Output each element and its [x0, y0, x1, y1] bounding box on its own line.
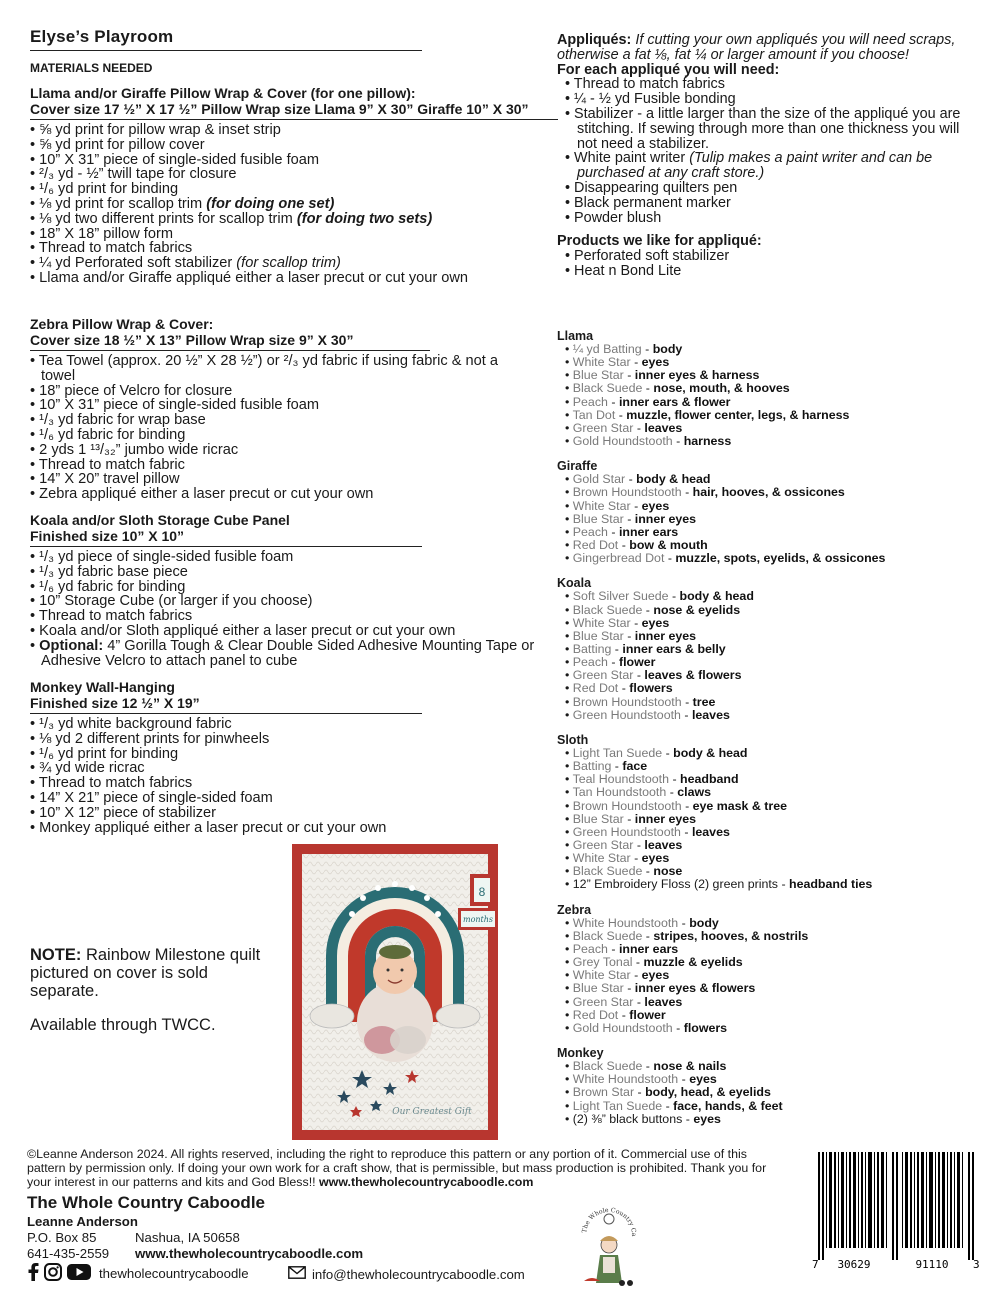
list-item: • Light Tan Suede - face, hands, & feet [565, 1100, 987, 1113]
animal-heading: Koala [557, 576, 592, 591]
list-item: • Blue Star - inner eyes & flowers [565, 982, 987, 995]
animal-fabric-lists [557, 329, 987, 1126]
fabric-list [557, 747, 987, 892]
item-note: (for doing one set) [206, 195, 335, 212]
contact-block [27, 1214, 447, 1262]
youtube-icon[interactable] [67, 1263, 91, 1286]
list-item: • 10” Storage Cube (or larger if you choose) [30, 594, 550, 609]
list-item: • ¹/₃ yd white background fabric [30, 717, 530, 732]
list-item: • Peach - inner ears [565, 526, 987, 539]
fabric-list [557, 590, 987, 722]
upc-barcode [812, 1150, 980, 1272]
llama-giraffe-section [30, 85, 558, 286]
list-item [30, 256, 558, 271]
list-item: • Brown Houndstooth - tree [565, 696, 987, 709]
section-heading: Monkey Wall-Hanging [30, 679, 175, 695]
list-item: • Red Dot - bow & mouth [565, 539, 987, 552]
section-rule [30, 713, 422, 714]
list-item: • Thread to match fabrics [30, 609, 550, 624]
section-sizes: Finished size 12 ½” X 19” [30, 695, 200, 711]
list-item: • Soft Silver Suede - body & head [565, 590, 987, 603]
list-item: • Tan Houndstooth - claws [565, 786, 987, 799]
list-item: • White Houndstooth - eyes [565, 1073, 987, 1086]
cloud-left [310, 1004, 354, 1028]
list-item: • ¼ - ½ yd Fusible bonding [565, 92, 977, 107]
list-item: • ²/₃ yd - ½” twill tape for closure [30, 167, 558, 182]
list-item: • Black Suede - nose, mouth, & hooves [565, 382, 987, 395]
list-item: • Batting - inner ears & belly [565, 643, 987, 656]
list-item: • 14” X 20” travel pillow [30, 472, 530, 487]
list-item: • Peach - inner ears & flower [565, 396, 987, 409]
list-item: • Perforated soft stabilizer [565, 249, 977, 264]
list-item: • Koala and/or Sloth appliqué either a laser precut or cut your own [30, 624, 550, 639]
list-item: • Powder blush [565, 211, 977, 226]
list-item [30, 197, 558, 212]
list-item: • Gold Star - body & head [565, 473, 987, 486]
animal-heading: Sloth [557, 732, 589, 747]
city: Nashua, IA 50658 [135, 1230, 240, 1245]
instagram-icon[interactable] [44, 1263, 62, 1286]
list-item: • Black Suede - stripes, hooves, & nostrils [565, 930, 987, 943]
section-heading: Zebra Pillow Wrap & Cover: [30, 316, 214, 332]
section-heading: Llama and/or Giraffe Pillow Wrap & Cover (for one pillow): [30, 85, 416, 101]
list-item: • Peach - inner ears [565, 943, 987, 956]
cloud-right [436, 1004, 480, 1028]
list-item: • Thread to match fabrics [30, 241, 558, 256]
list-item: • White Star - eyes [565, 852, 987, 865]
note-block [30, 946, 270, 1034]
list-item: • White Star - eyes [565, 500, 987, 513]
list-item: • Gingerbread Dot - muzzle, spots, eyelids, & ossicones [565, 552, 987, 565]
fabric-list [557, 1060, 987, 1126]
applique-intro-body: If cutting your own appliqués you will need scraps, otherwise a fat ⅛, fat ¼ or larger amount if you choose! [557, 32, 956, 63]
materials-list [30, 550, 550, 668]
products-heading: Products we like for appliqué: [557, 233, 762, 250]
fabric-list [557, 343, 987, 448]
section-sizes: Cover size 17 ½” X 17 ½” Pillow Wrap size Llama 9” X 30” Giraffe 10” X 30” [30, 101, 529, 117]
zebra-section [30, 316, 530, 502]
company-name: The Whole Country Caboodle [27, 1193, 265, 1212]
list-item: • Red Dot - flowers [565, 682, 987, 695]
list-item: • ¹/₆ yd fabric for binding [30, 580, 550, 595]
barcode-digit: 3 [973, 1258, 980, 1271]
list-item: • 12” Embroidery Floss (2) green prints - headband ties [565, 878, 987, 891]
item-text: ⅛ yd two different prints for scallop trim [39, 210, 293, 227]
section-rule [30, 350, 430, 351]
item-note: (Tulip makes a paint writer and can be purchased at any craft store.) [577, 150, 933, 182]
note-body: Rainbow Milestone quilt pictured on cover is sold separate. [30, 946, 261, 1000]
section-rule [30, 119, 558, 120]
item-text: ⅛ yd print for scallop trim [39, 195, 203, 212]
baby-headband [379, 945, 411, 959]
list-item: • Brown Houndstooth - hair, hooves, & ossicones [565, 486, 987, 499]
list-item: • White Star - eyes [565, 356, 987, 369]
list-item: • 18” X 18” pillow form [30, 227, 558, 242]
copyright-text: ©Leanne Anderson 2024. All rights reserved, including the right to reproduce this pattern or any portion of it. Commercial use of this pattern by permission only. If doing your own work for a craft show, that is permissible, but mass production is prohibited. Thank you for your interest in our patterns and kits and God Bless!! [27, 1147, 767, 1190]
list-item: • 18” piece of Velcro for closure [30, 384, 530, 399]
list-item: • Black Suede - nose & nails [565, 1060, 987, 1073]
item-note: (for scallop trim) [236, 255, 341, 272]
list-item: • Red Dot - flower [565, 1009, 987, 1022]
animal-block-giraffe [557, 459, 987, 565]
phone: 641-435-2559 [27, 1246, 110, 1261]
fabric-list [557, 917, 987, 1035]
list-item: • Batting - face [565, 760, 987, 773]
list-item: • Green Houndstooth - leaves [565, 826, 987, 839]
phone-row [27, 1246, 447, 1262]
note-text [30, 946, 270, 1000]
koala-sloth-section [30, 512, 550, 668]
milestone-word: months [462, 915, 494, 924]
list-item: • Light Tan Suede - body & head [565, 747, 987, 760]
list-item: • Blue Star - inner eyes & harness [565, 369, 987, 382]
list-item: • Green Houndstooth - leaves [565, 709, 987, 722]
list-item: • Black Suede - nose & eyelids [565, 604, 987, 617]
list-item: • White Star - eyes [565, 969, 987, 982]
list-item: • Black permanent marker [565, 196, 977, 211]
note-available: Available through TWCC. [30, 1016, 216, 1034]
section-sizes: Finished size 10” X 10” [30, 528, 185, 544]
po-box: P.O. Box 85 [27, 1230, 97, 1245]
copyright-website[interactable]: www.thewholecountrycaboodle.com [319, 1175, 534, 1190]
milestone-number: 8 [478, 885, 486, 899]
animal-heading: Monkey [557, 1046, 604, 1061]
email-address[interactable]: info@thewholecountrycaboodle.com [312, 1267, 525, 1282]
materials-list [30, 354, 530, 502]
list-item: • Peach - flower [565, 656, 987, 669]
barcode-digit: 7 [812, 1258, 819, 1271]
list-item: • Tan Dot - muzzle, flower center, legs, & harness [565, 409, 987, 422]
applique-intro-text [557, 33, 977, 63]
section-heading: Koala and/or Sloth Storage Cube Panel [30, 512, 290, 528]
list-item: • Blue Star - inner eyes [565, 813, 987, 826]
list-item: • 14” X 21” piece of single-sided foam [30, 791, 530, 806]
list-item: • Heat n Bond Lite [565, 264, 977, 279]
list-item [565, 151, 977, 181]
list-item: • ¼ yd Batting - body [565, 343, 987, 356]
list-item: • White Houndstooth - body [565, 917, 987, 930]
list-item: • 10” X 31” piece of single-sided fusible foam [30, 398, 530, 413]
animal-block-zebra [557, 903, 987, 1035]
list-item: • Brown Star - body, head, & eyelids [565, 1086, 987, 1099]
barcode-digit: 30629 [837, 1258, 871, 1271]
list-item: • ¹/₆ yd print for binding [30, 747, 530, 762]
section-sizes: Cover size 18 ½” X 13” Pillow Wrap size 9” X 30” [30, 332, 354, 348]
list-item: • ¾ yd wide ricrac [30, 761, 530, 776]
website-link[interactable]: www.thewholecountrycaboodle.com [135, 1246, 364, 1261]
list-item: • 10” X 31” piece of single-sided fusible foam [30, 153, 558, 168]
quilt-illustration [292, 844, 498, 1140]
list-item: • Thread to match fabrics [30, 776, 530, 791]
materials-list [30, 123, 558, 286]
animal-block-llama [557, 329, 987, 448]
products-list [557, 249, 977, 279]
animal-block-monkey [557, 1046, 987, 1126]
materials-heading: MATERIALS NEEDED [30, 61, 153, 75]
section-rule [30, 546, 422, 547]
email-row [288, 1266, 525, 1284]
list-item: • Monkey appliqué either a laser precut or cut your own [30, 821, 530, 836]
social-handle[interactable]: thewholecountrycaboodle [99, 1266, 249, 1281]
caboodle-logo [578, 1201, 640, 1289]
each-list [557, 77, 977, 225]
social-row [27, 1264, 249, 1284]
list-item: • Gold Houndstooth - harness [565, 435, 987, 448]
list-item [30, 639, 550, 669]
list-item: • ¹/₃ yd piece of single-sided fusible foam [30, 550, 550, 565]
applique-label: Appliqués: [557, 32, 632, 48]
item-text: ¼ yd Perforated soft stabilizer [39, 255, 233, 272]
envelope-icon [288, 1266, 306, 1284]
list-item: • Thread to match fabrics [565, 77, 977, 92]
list-item: • Green Star - leaves [565, 422, 987, 435]
quilt-caption: Our Greatest Gift [392, 1107, 472, 1117]
list-item: • ⅛ yd 2 different prints for pinwheels [30, 732, 530, 747]
address-row [27, 1230, 447, 1246]
title-rule [30, 50, 422, 51]
list-item: • Disappearing quilters pen [565, 181, 977, 196]
animal-block-sloth [557, 733, 987, 892]
materials-list [30, 717, 530, 835]
list-item: • Teal Houndstooth - headband [565, 773, 987, 786]
list-item: • Blue Star - inner eyes [565, 513, 987, 526]
list-item: • ⅝ yd print for pillow wrap & inset strip [30, 123, 558, 138]
animal-heading: Zebra [557, 902, 592, 917]
list-item: • ¹/₆ yd fabric for binding [30, 428, 530, 443]
barcode-digit: 91110 [915, 1258, 949, 1271]
page-title: Elyse’s Playroom [30, 27, 174, 46]
list-item: • Grey Tonal - muzzle & eyelids [565, 956, 987, 969]
each-heading: For each appliqué you will need: [557, 61, 780, 78]
list-item: • Green Star - leaves & flowers [565, 669, 987, 682]
list-item: • (2) ⅜” black buttons - eyes [565, 1113, 987, 1126]
list-item: • Green Star - leaves [565, 996, 987, 1009]
list-item: • Blue Star - inner eyes [565, 630, 987, 643]
quilt-photo [292, 844, 498, 1140]
list-item: • ¹/₃ yd fabric base piece [30, 565, 550, 580]
item-text: White paint writer [574, 150, 686, 167]
animal-block-koala [557, 576, 987, 722]
list-item: • Llama and/or Giraffe appliqué either a laser precut or cut your own [30, 271, 558, 286]
list-item: • White Star - eyes [565, 617, 987, 630]
animal-heading: Llama [557, 329, 594, 343]
monkey-section [30, 679, 530, 835]
list-item: • Gold Houndstooth - flowers [565, 1022, 987, 1035]
note-label: NOTE: [30, 946, 82, 964]
item-note: (for doing two sets) [296, 210, 433, 227]
logo-arc-text: The Whole Country Ca [581, 1206, 638, 1237]
list-item: • Tea Towel (approx. 20 ½” X 28 ½”) or ²/₃ yd fabric if using fabric & not a towel [30, 354, 530, 384]
list-item: • 10” X 12” piece of stabilizer [30, 806, 530, 821]
barcode-graphic [812, 1150, 980, 1272]
list-item: • Green Star - leaves [565, 839, 987, 852]
fabric-list [557, 473, 987, 565]
list-item: • Zebra appliqué either a laser precut or cut your own [30, 487, 530, 502]
list-item: • Thread to match fabric [30, 458, 530, 473]
list-item: • ⅝ yd print for pillow cover [30, 138, 558, 153]
copyright-notice [27, 1147, 783, 1190]
list-item: • Black Suede - nose [565, 865, 987, 878]
optional-label: Optional: [39, 637, 104, 654]
list-item: • ¹/₆ yd print for binding [30, 182, 558, 197]
list-item: • 2 yds 1 ¹³/₃₂” jumbo wide ricrac [30, 443, 530, 458]
list-item [30, 212, 558, 227]
list-item: • ¹/₃ yd fabric for wrap base [30, 413, 530, 428]
applique-intro [557, 33, 977, 279]
facebook-icon[interactable] [27, 1263, 39, 1286]
contact-person: Leanne Anderson [27, 1214, 138, 1229]
list-item: • Brown Houndstooth - eye mask & tree [565, 800, 987, 813]
animal-heading: Giraffe [557, 459, 598, 474]
list-item: • Stabilizer - a little larger than the size of the appliqué you are stitching. If sewing through more than one thickness you will not need a stabilizer. [565, 107, 977, 151]
item-text: 4” Gorilla Tough & Clear Double Sided Adhesive Mounting Tape or Adhesive Velcro to attach panel to cube [41, 637, 535, 669]
